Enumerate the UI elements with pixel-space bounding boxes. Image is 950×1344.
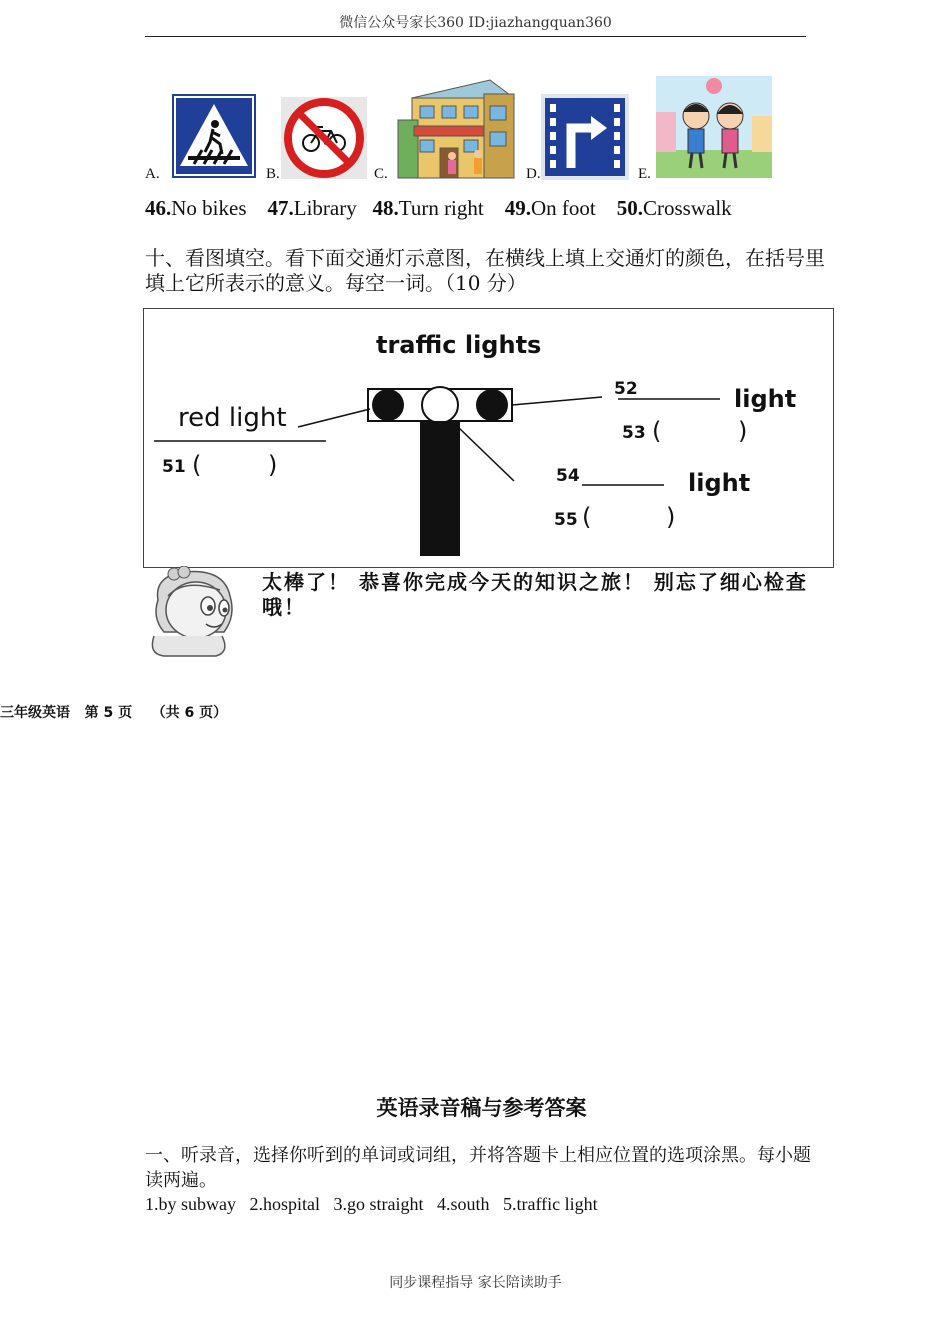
option-b-label: B. xyxy=(266,166,280,182)
blank-55-open: ( xyxy=(582,503,592,531)
answer-49-num: 49. xyxy=(504,196,531,220)
answer-key-items: 1.by subway 2.hospital 3.go straight 4.south 5.traffic light xyxy=(145,1194,598,1214)
children-walking-icon xyxy=(656,76,772,178)
blank-53-number: 53 xyxy=(622,423,646,443)
answer-46-num: 46. xyxy=(145,196,172,220)
answer-48-text: Turn right xyxy=(398,196,484,220)
answers-row xyxy=(145,196,732,221)
answer-46-text: No bikes xyxy=(171,196,247,220)
answer-48-num: 48. xyxy=(372,196,399,220)
answer-key-section-1: 一、听录音，选择你听到的单词或词组，并将答题卡上相应位置的选项涂黑。每小题读两遍。 xyxy=(145,1145,811,1191)
traffic-light-drawing xyxy=(144,309,833,567)
option-d-label: D. xyxy=(526,166,541,182)
option-e-label: E. xyxy=(638,166,651,182)
turn-right-sign-icon xyxy=(541,94,629,180)
girl-cartoon-icon xyxy=(144,566,244,658)
option-c-label: C. xyxy=(374,166,388,182)
answer-50-num: 50. xyxy=(616,196,643,220)
answer-50-text: Crosswalk xyxy=(642,196,732,220)
blank-55-close: ) xyxy=(666,503,676,531)
library-building-icon xyxy=(390,70,518,180)
blank-52-light: light xyxy=(734,385,797,413)
answer-47-text: Library xyxy=(293,196,357,220)
page-header: 微信公众号家长360 ID:jiazhangquan360 xyxy=(145,12,806,37)
page-number-footer: 三年级英语 第 5 页 （共 6 页） xyxy=(0,705,228,721)
no-bikes-sign-icon xyxy=(281,97,367,179)
diagram-title: traffic lights xyxy=(376,331,542,359)
blank-53-close: ) xyxy=(738,417,748,445)
blank-54-light: light xyxy=(688,469,751,497)
answer-49-text: On foot xyxy=(530,196,596,220)
blank-52-number: 52 xyxy=(614,379,638,399)
blank-51-number: 51 xyxy=(162,457,186,477)
praise-message: 太棒了！ 恭喜你完成今天的知识之旅！ 别忘了细心检查哦！ xyxy=(262,570,808,619)
answer-47-num: 47. xyxy=(267,196,294,220)
blank-54-number: 54 xyxy=(556,466,580,486)
option-a-label: A. xyxy=(145,166,160,182)
blank-51-open: ( xyxy=(192,451,202,479)
section-10-instructions: 十、看图填空。看下面交通灯示意图，在横线上填上交通灯的颜色，在括号里填上它所表示的意义。每空一词。（10 分） xyxy=(145,246,825,295)
red-light-label: red light xyxy=(178,403,287,433)
traffic-light-diagram xyxy=(143,308,834,568)
page-bottom-footer: 同步课程指导 家长陪读助手 xyxy=(389,1275,562,1291)
crosswalk-sign-icon xyxy=(172,94,256,178)
answer-key-title: 英语录音稿与参考答案 xyxy=(376,1095,587,1120)
blank-51-close: ) xyxy=(268,451,278,479)
blank-53-open: ( xyxy=(652,417,662,445)
blank-55-number: 55 xyxy=(554,510,578,530)
